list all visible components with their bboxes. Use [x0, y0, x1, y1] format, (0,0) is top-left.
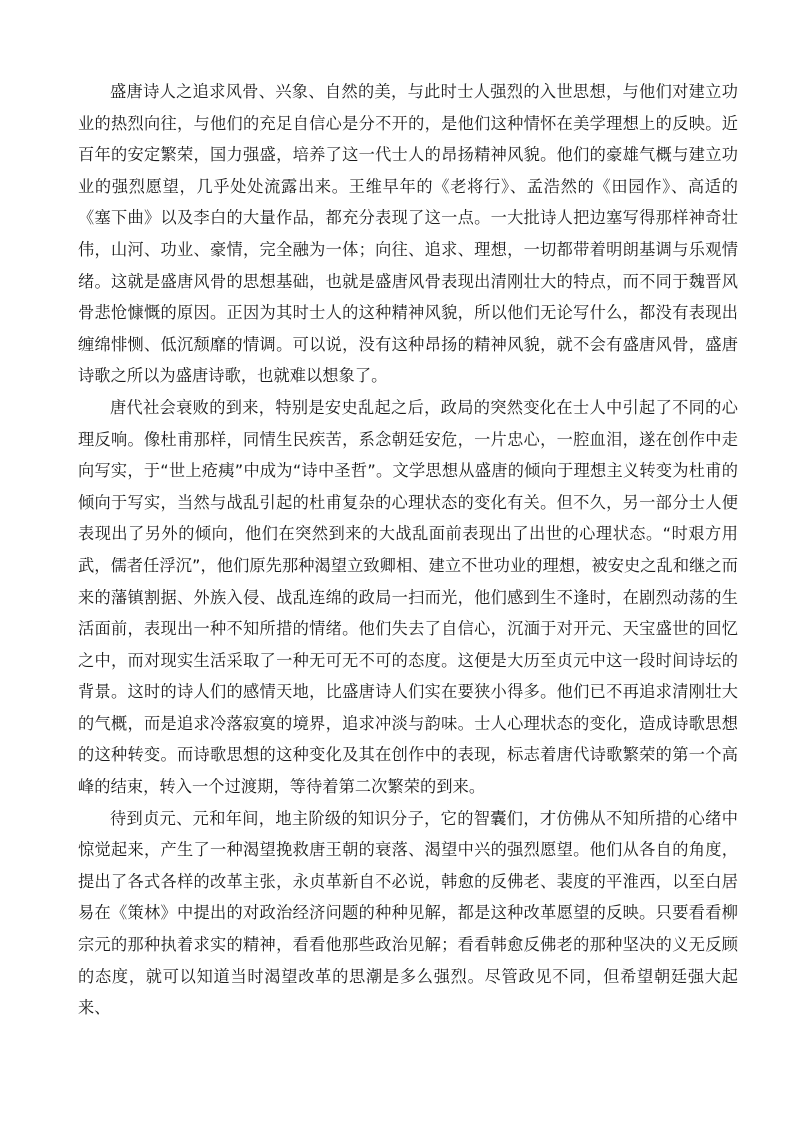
document-body [78, 76, 738, 1024]
paragraph-3: 待到贞元、元和年间，地主阶级的知识分子，它的智囊们，才仿佛从不知所措的心绪中惊觉起来，产生了一种渴望挽救唐王朝的衰落、渴望中兴的强烈愿望。他们从各自的角度，提出了各式各样的改革主张，永贞革新自不必说，韩愈的反佛老、裴度的平淮西，以至白居易在《策林》中提出的对政治经济问题的种种见解，都是这种改革愿望的反映。只要看看柳宗元的那种执着求实的精神，看看他那些政治见解；看看韩愈反佛老的那种坚决的义无反顾的态度，就可以知道当时渴望改革的思潮是多么强烈。尽管政见不同，但希望朝廷强大起来、 [78, 808, 738, 1018]
paragraph-1: 盛唐诗人之追求风骨、兴象、自然的美，与此时士人强烈的入世思想，与他们对建立功业的热烈向往，与他们的充足自信心是分不开的，是他们这种情怀在美学理想上的反映。近百年的安定繁荣，国力强盛，培养了这一代士人的昂扬精神风貌。他们的豪雄气概与建立功业的强烈愿望，几乎处处流露出来。王维早年的《老将行》、孟浩然的《田园作》、高适的《塞下曲》以及李白的大量作品，都充分表现了这一点。一大批诗人把边塞写得那样神奇壮伟，山河、功业、豪情，完全融为一体；向往、追求、理想，一切都带着明朗基调与乐观情绪。这就是盛唐风骨的思想基础，也就是盛唐风骨表现出清刚壮大的特点，而不同于魏晋风骨悲怆慷慨的原因。正因为其时士人的这种精神风貌，所以他们无论写什么，都没有表现出缠绵悱恻、低沉颓靡的情调。可以说，没有这种昂扬的精神风貌，就不会有盛唐风骨，盛唐诗歌之所以为盛唐诗歌，也就难以想象了。 [78, 82, 738, 386]
paragraph-2: 唐代社会衰败的到来，特别是安史乱起之后，政局的突然变化在士人中引起了不同的心理反响。像杜甫那样，同情生民疾苦，系念朝廷安危，一片忠心，一腔血泪，遂在创作中走向写实，于“世上疮痍”中成为“诗中圣哲”。文学思想从盛唐的倾向于理想主义转变为杜甫的倾向于写实，当然与战乱引起的杜甫复杂的心理状态的变化有关。但不久，另一部分士人便表现出了另外的倾向，他们在突然到来的大战乱面前表现出了出世的心理状态。“时艰方用武，儒者任浮沉”，他们原先那种渴望立致卿相、建立不世功业的理想，被安史之乱和继之而来的藩镇割据、外族入侵、战乱连绵的政局一扫而光，他们感到生不逢时，在剧烈动荡的生活面前，表现出一种不知所措的情绪。他们失去了自信心，沉湎于对开元、天宝盛世的回忆之中，而对现实生活采取了一种无可无不可的态度。这便是大历至贞元中这一段时间诗坛的背景。这时的诗人们的感情天地，比盛唐诗人们实在要狭小得多。他们已不再追求清刚壮大的气概，而是追求冷落寂寞的境界，追求冲淡与韵味。士人心理状态的变化，造成诗歌思想的这种转变。而诗歌思想的这种变化及其在创作中的表现，标志着唐代诗歌繁荣的第一个高峰的结束，转入一个过渡期，等待着第二次繁荣的到来。 [78, 397, 738, 797]
